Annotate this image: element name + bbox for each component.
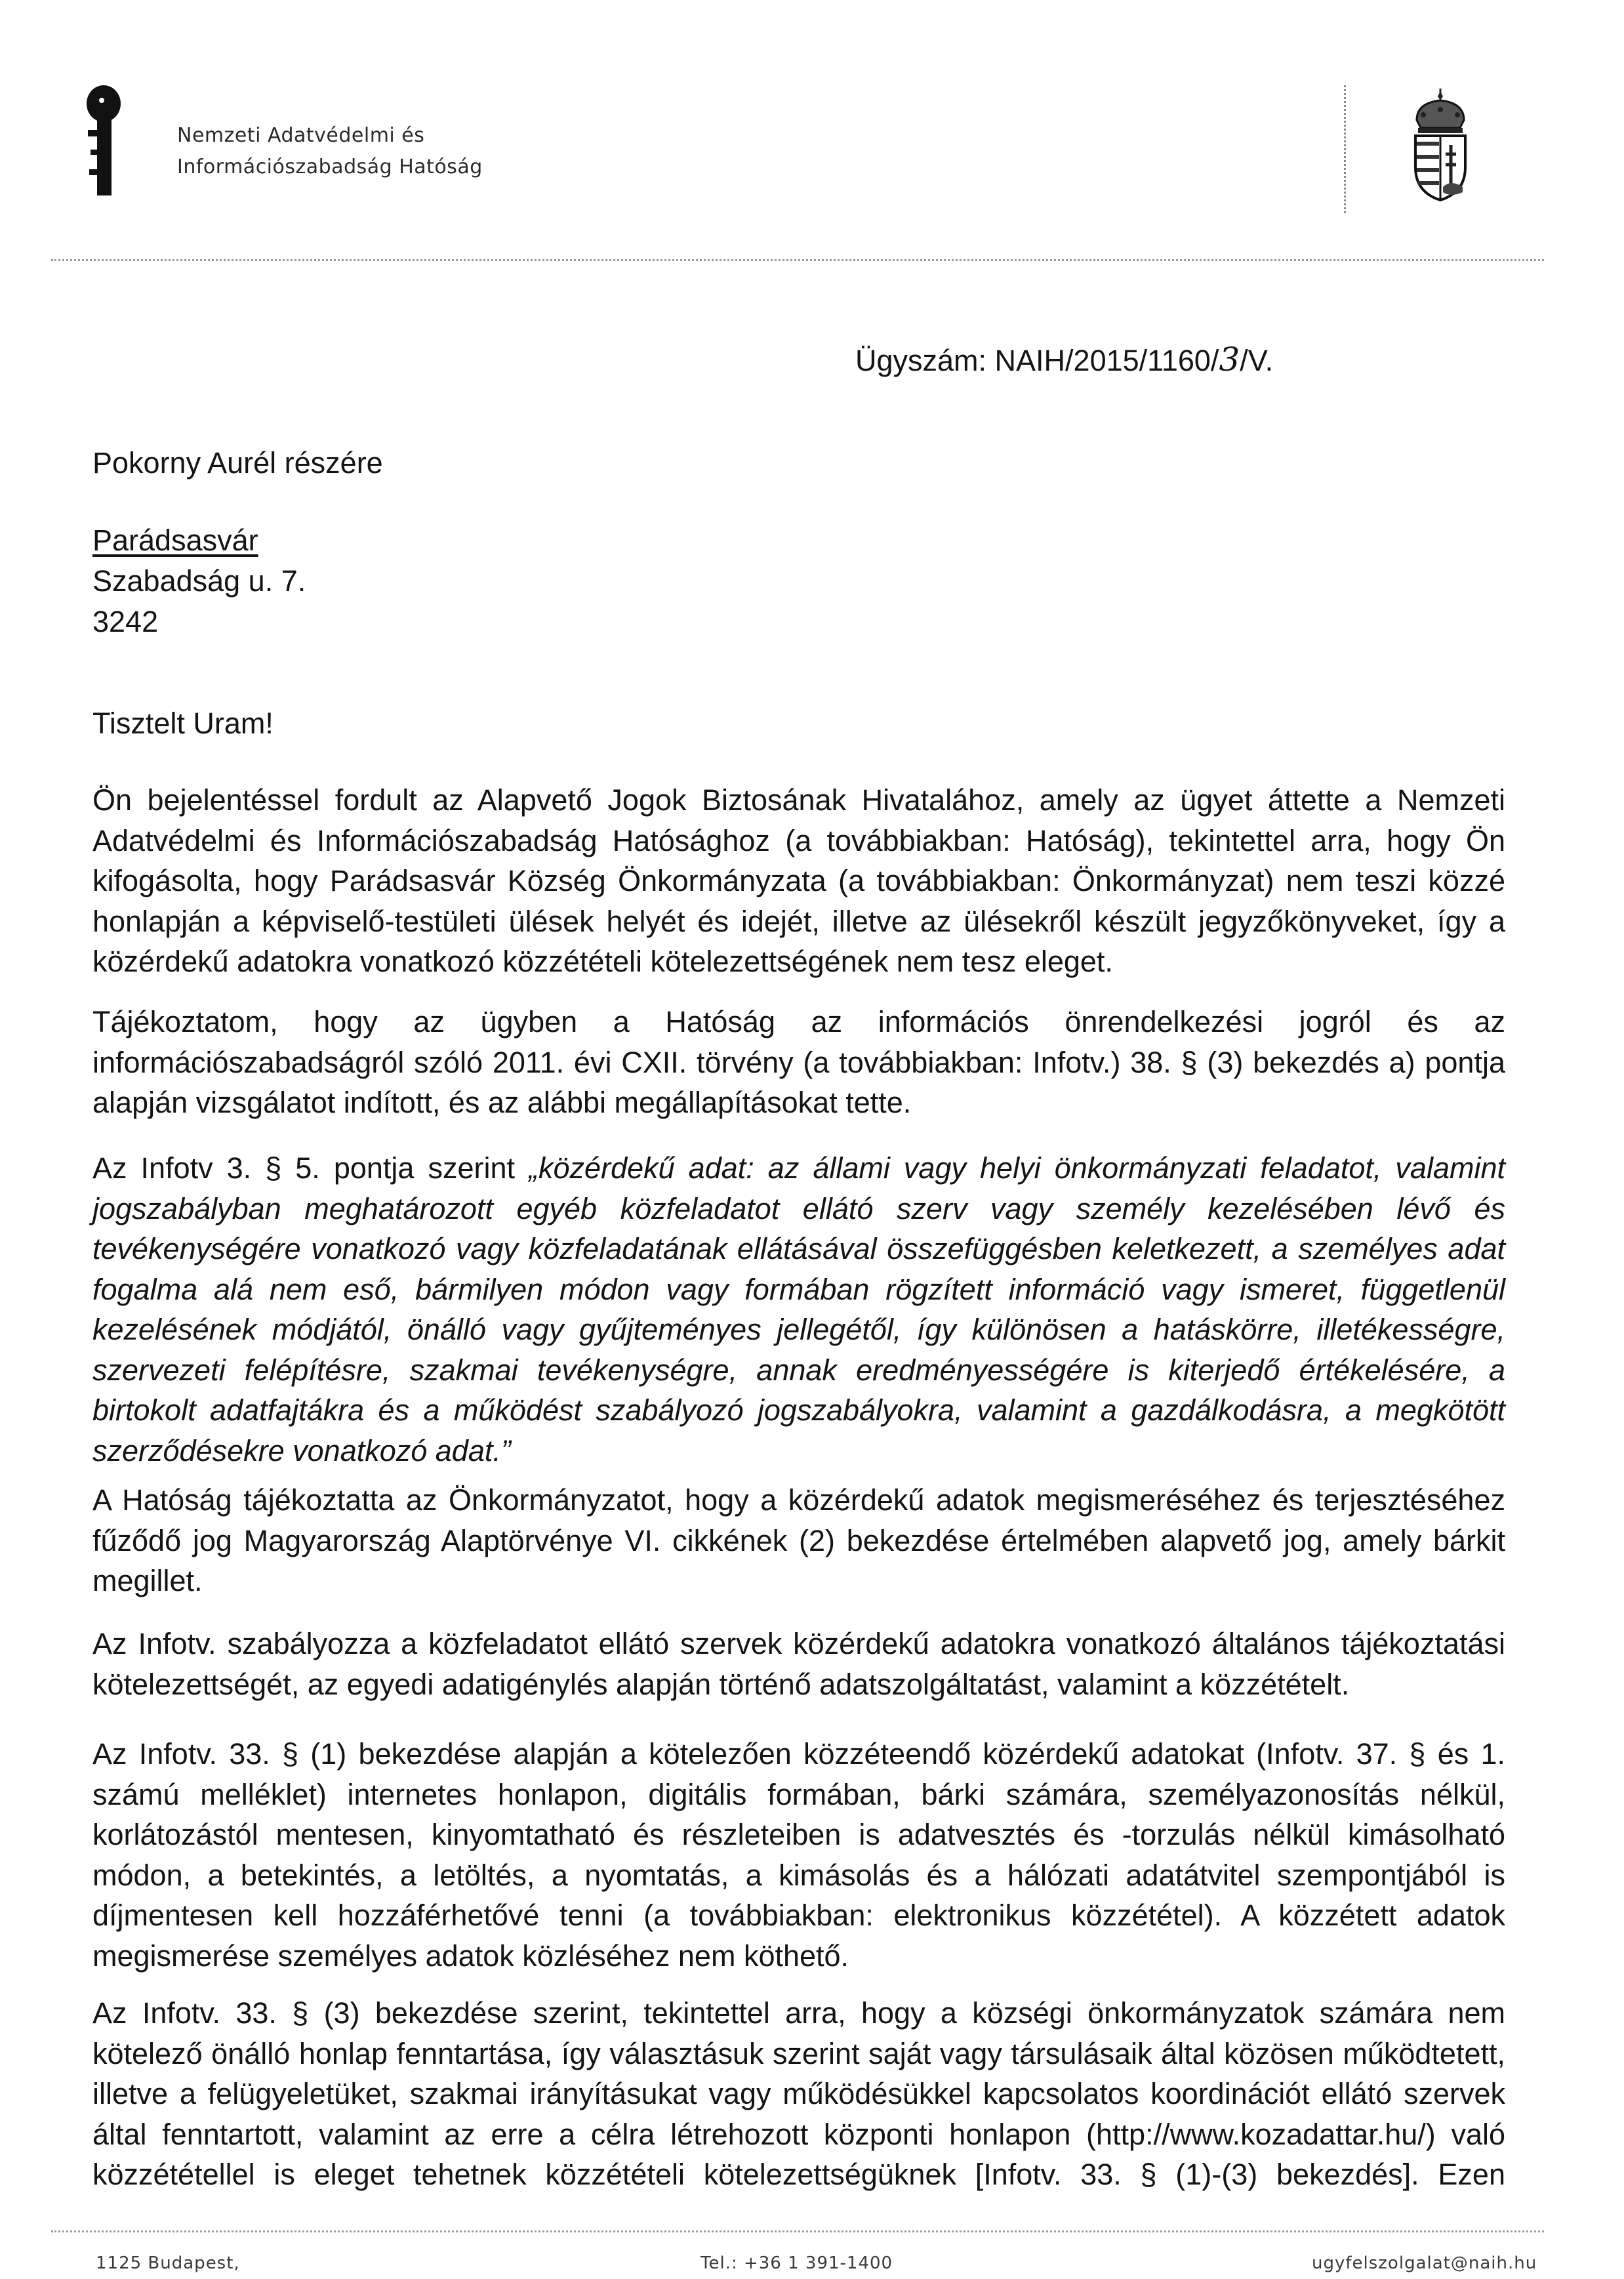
case-number (855, 340, 1273, 380)
quote-text: „közérdekű adat: az állami vagy helyi önkormányzati feladatot, valamint (529, 1151, 1505, 1185)
paragraph-line: Az Infotv. 33. § (3) bekezdése szerint, tekintettel arra, hogy a községi önkormányzatok számára nem (92, 1996, 1505, 2030)
paragraph-line: alapján vizsgálatot indított, és az alábbi megállapításokat tette. (92, 1086, 912, 1119)
salutation: Tisztelt Uram! (92, 707, 274, 740)
case-number-label: Ügyszám: NAIH/2015/1160/ (855, 344, 1219, 377)
paragraph-line: A Hatóság tájékoztatta az Önkormányzatot, hogy a közérdekű adatok megismeréséhez és terjesztéséhez (92, 1483, 1505, 1517)
header-divider (51, 259, 1544, 261)
paragraph-line: szerződésekre vonatkozó adat.” (92, 1433, 511, 1468)
paragraph-line: módon, a betekintés, a letöltés, a nyomtatás, a kimásolás és a hálózati adatátvitel szempontjából is (92, 1858, 1505, 1892)
paragraph-3 (92, 1148, 1505, 1471)
paragraph-line: birtokolt adatfajtákra és a működést szabályozó jogszabályokra, valamint a gazdálkodásra, a megkötött (92, 1393, 1505, 1427)
recipient-street: Szabadság u. 7. (92, 564, 306, 598)
footer-address: 1125 Budapest, (96, 2253, 240, 2273)
paragraph-line: kötelezettségét, az egyedi adatigénylés alapján történő adatszolgáltatást, valamint a közzétételt. (92, 1667, 1350, 1701)
paragraph-1 (92, 780, 1505, 982)
paragraph-4 (92, 1480, 1505, 1601)
paragraph-line: Ön bejelentéssel fordult az Alapvető Jogok Biztosának Hivatalához, amely az ügyet áttette a Nemzeti (92, 783, 1505, 817)
paragraph-line: tevékenységére vonatkozó vagy közfeladatának ellátásával összefüggésben keletkezett, a személyes adat (92, 1232, 1505, 1265)
paragraph-line: kezelésének módjától, önálló vagy gyűjteményes jellegétől, így különösen a hatáskörre, illetékességre, (92, 1313, 1505, 1346)
paragraph-line: megismerése személyes adatok közléséhez nem köthető. (92, 1939, 849, 1973)
paragraph-line: Az Infotv. 33. § (1) bekezdése alapján a kötelezően közzéteendő közérdekű adatokat (Infotv. 37. § és 1. (92, 1737, 1505, 1771)
paragraph-line: illetve a felügyeletüket, szakmai irányításukat vagy működésükkel kapcsolatos koordinációt ellátó szervek (92, 2077, 1505, 2110)
paragraph-line: kötelező önálló honlap fenntartása, így választásuk szerint saját vagy társulásaik által közösen működtetett, (92, 2036, 1505, 2070)
recipient-name: Pokorny Aurél részére (92, 446, 383, 480)
org-name-line-2: Információszabadság Hatóság (177, 155, 483, 178)
paragraph-7 (92, 1993, 1505, 2195)
paragraph-line: Tájékoztatom, hogy az ügyben a Hatóság az információs önrendelkezési jogról és az (92, 1005, 1505, 1038)
paragraph-line (92, 1148, 1505, 1189)
key-logo-icon (84, 84, 123, 202)
paragraph-line: szervezeti felépítésre, szakmai tevékenységre, annak eredményességére is kiterjedő értékelésére, a (92, 1353, 1505, 1387)
recipient-city: Parádsasvár (92, 524, 258, 557)
paragraph-line: közérdekű adatokra vonatkozó közzétételi kötelezettségének nem tesz eleget. (92, 945, 1113, 978)
paragraph-line: számú melléklet) internetes honlapon, digitális formában, bárki számára, személyazonosítás nélkül, (92, 1777, 1505, 1811)
footer-phone: Tel.: +36 1 391-1400 (700, 2253, 893, 2273)
quote-lead: Az Infotv 3. § 5. pontja szerint (92, 1151, 529, 1185)
paragraph-line: fűződő jog Magyarország Alaptörvénye VI. cikkének (2) bekezdése értelmében alapvető jog, amely bárkit (92, 1523, 1505, 1557)
paragraph-2 (92, 1002, 1505, 1123)
paragraph-line: közzététellel is eleget tehetnek közzétételi kötelezettségüknek [Infotv. 33. § (1)-(3) bekezdés]. Ezen (92, 2158, 1505, 2191)
footer-divider (51, 2230, 1544, 2232)
paragraph-line: kifogásolta, hogy Parádsasvár Község Önkormányzata (a továbbiakban: Önkormányzat) nem teszi közzé (92, 864, 1505, 897)
paragraph-line: megillet. (92, 1564, 203, 1597)
paragraph-line: Az Infotv. szabályozza a közfeladatot ellátó szervek közérdekű adatokra vonatkozó általános tájékoztatási (92, 1627, 1505, 1660)
paragraph-line: Adatvédelmi és Információszabadság Hatósághoz (a továbbiakban: Hatóság), tekintettel arra, hogy Ön (92, 823, 1505, 857)
paragraph-6 (92, 1734, 1505, 1976)
org-name-line-1: Nemzeti Adatvédelmi és (177, 124, 425, 147)
paragraph-line: jogszabályban meghatározott egyéb közfeladatot ellátó szerv vagy személy kezelésében lévő és (92, 1191, 1505, 1225)
paragraph-line: információszabadságról szóló 2011. évi CXII. törvény (a továbbiakban: Infotv.) 38. § (3) bekezdés a) pontja (92, 1045, 1505, 1079)
paragraph-line: díjmentesen kell hozzáférhetővé tenni (a továbbiakban: elektronikus közzététel). A közzétett adatok (92, 1899, 1505, 1932)
paragraph-line: honlapján a képviselő-testületi ülések helyét és idejét, illetve az ülésekről készült jegyzőkönyveket, így a (92, 904, 1505, 938)
coat-of-arms-icon (1410, 89, 1471, 201)
organization-name (177, 120, 483, 183)
paragraph-5 (92, 1624, 1505, 1704)
paragraph-line: által fenntartott, valamint az erre a célra létrehozott központi honlapon (http://www.kozadattar.hu/) való (92, 2117, 1505, 2151)
case-number-handwritten: 3 (1219, 340, 1240, 379)
header-vertical-divider (1344, 85, 1346, 213)
paragraph-line: fogalma alá nem eső, bármilyen módon vagy formában rögzített információ vagy ismeret, függetlenül (92, 1272, 1505, 1306)
recipient-postcode: 3242 (92, 605, 159, 638)
footer-email: ugyfelszolgalat@naih.hu (1312, 2253, 1537, 2273)
case-number-suffix: /V. (1240, 344, 1274, 377)
paragraph-line: korlátozástól mentesen, kinyomtatható és részleteiben is adatvesztés és -torzulás nélkül kimásolható (92, 1818, 1505, 1851)
